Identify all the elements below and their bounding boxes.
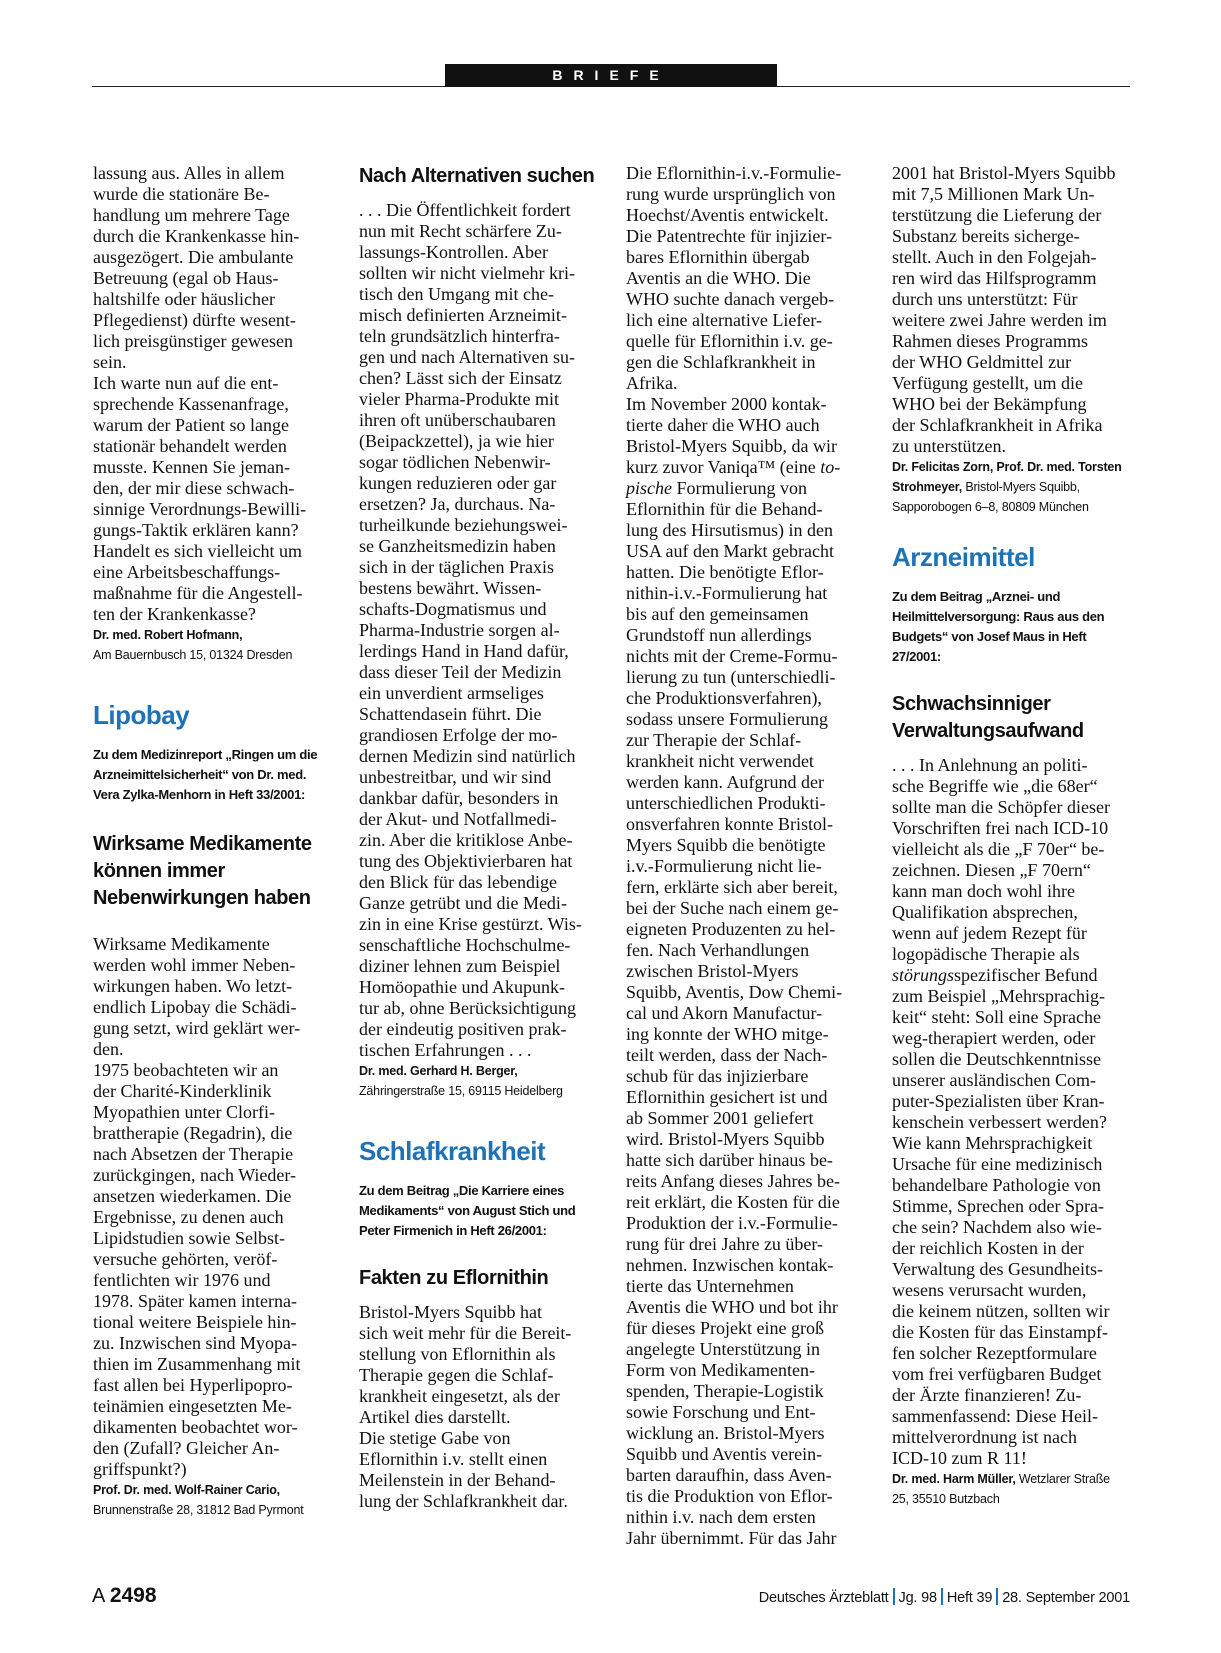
letter-text: . . . In Anlehnung an politi- sche Begriffe wie „die 68er“ sollte man die Schöpfer dieser Vorschriften frei nach ICD-10 vielleicht als die „F 70er“ be- zeichnen. Diesen „F 70ern“ kann man doch wohl ihre Qualifikation absprechen, wenn auf jedem Rezept für logopädische Therapie als störungsspezifischer Befund zum Beispiel „Mehrsprachig- keit“ steht: Soll eine Sprache weg-therapiert werden, oder sollen die Deutschkenntnisse unserer ausländischen Com- puter-Spezialisten über Kran- kenschein verbessert werden? Wie kann Mehrsprachigkeit Ursache für eine medizinisch behandelbare Pathologie von Stimme, Sprechen oder Spra- che sein? Nachdem also wie- der reichlich Kosten in der Verwaltung des Gesundheits- wesens verursacht wurden, die keinem nützen, sollten wir die Kosten für das Einstampf- fen solcher Rezeptformulare vom frei verfügbaren Budget der Ärzte finanzieren! Zu- sammenfassend: Diese Heil- mittelverordnung ist nach ICD-10 zum R 11! [892, 755, 1110, 1468]
article-reference: Zu dem Medizinreport „Ringen um die Arzneimittelsicherheit“ von Dr. med. Vera Zylka-Menhorn in Heft 33/2001: [93, 747, 318, 802]
letter-text: . . . Die Öffentlichkeit fordert nun mit Recht schärfere Zu- lassungs-Kontrollen. Aber sollten wir nicht vielmehr kri- tisch den Umgang mit che- misch definierten Arzneimit- teln grundsätzlich hinterfra- gen und nach Alternativen su- chen? Lässt sich der Einsatz vieler Pharma-Produkte mit ihren oft unüberschaubaren (Beipackzettel), ja wie hier sogar tödlichen Nebenwir- kungen reduzieren oder gar ersetzen? Ja, durchaus. Na- turheilkunde beziehungswei- se Ganzheitsmedizin haben sich in der täglichen Praxis bestens bewährt. Wissen- schafts-Dogmatismus und Pharma-Industrie sorgen al- lerdings Hand in Hand dafür, dass dieser Teil der Medizin ein unverdient armseliges Schattendasein führt. Die grandiosen Erfolge der mo- dernen Medizin sind natürlich unbestreitbar, und wir sind dankbar dafür, besonders in der Akut- und Notfallmedi- zin. Aber die kritiklose Anbe- tung des Objektivierbaren hat den Blick für das lebendige Ganze getrübt und die Medi- zin in eine Krise gestürzt. Wis- senschaftliche Hochschulme- diziner lehnen zum Beispiel Homöopathie und Akupunk- tur ab, ohne Berücksichtigung der eindeutig positiven prak- tischen Erfahrungen . . . [359, 200, 582, 1060]
letter-text: Die Eflornithin-i.v.-Formulie- rung wurde ursprünglich von Hoechst/Aventis entwickelt. Die Patentrechte für injizier- bares Eflornithin übergab Aventis an die WHO. Die WHO suchte danach vergeb- lich eine alternative Liefer- quelle für Eflornithin i.v. ge- gen die Schlafkrankheit in Afrika. [626, 163, 842, 393]
letter-text: Bristol-Myers Squibb hat sich weit mehr für die Bereit- stellung von Eflornithin als Therapie gegen die Schlaf- krankheit eingesetzt, als der Artikel dies darstellt. [359, 1302, 572, 1427]
letter-headline: Wirksame Medikamente können immer Nebenwirkungen haben [93, 833, 312, 909]
signature-address: Am Bauernbusch 15, 01324 Dresden [93, 648, 293, 662]
signature-name: Dr. med. Robert Hofmann, [93, 628, 243, 642]
column-1 [93, 163, 329, 1520]
column-4 [892, 163, 1128, 1509]
section-title: Schlafkrankheit [359, 1136, 546, 1166]
letter-text: 2001 hat Bristol-Myers Squibb mit 7,5 Millionen Mark Un- terstützung die Lieferung der Substanz bereits sicherge- stellt. Auch in den Folgejah- ren wird das Hilfsprogramm durch uns unterstützt: Für weitere zwei Jahre werden im Rahmen dieses Programms der WHO Geldmittel zur Verfügung gestellt, um die WHO bei der Bekämpfung der Schlafkrankheit in Afrika zu unterstützen. [892, 163, 1116, 456]
journal-volume: Jg. 98 [898, 1590, 937, 1606]
letter-text: Im November 2000 kontak- tierte daher die WHO auch Bristol-Myers Squibb, da wir kurz zuvor Vaniqa™ (eine to- pische Formulierung von Eflornithin für die Behand- lung des Hirsutismus) in den USA auf den Markt gebracht hatten. Die benötigte Eflor- nithin-i.v.-Formulierung hat bis auf den gemeinsamen Grundstoff nun allerdings nichts mit der Creme-Formu- lierung zu tun (unterschiedli- che Produktionsverfahren), sodass unsere Formulierung zur Therapie der Schlaf- krankheit nicht verwendet werden kann. Aufgrund der unterschiedlichen Produkti- onsverfahren konnte Bristol- Myers Squibb die benötigte i.v.-Formulierung nicht lie- fern, erklärte sich aber bereit, bei der Suche nach einem ge- eigneten Produzenten zu hel- fen. Nach Verhandlungen zwischen Bristol-Myers Squibb, Aventis, Dow Chemi- cal und Akorn Manufactur- ing konnte der WHO mitge- teilt werden, dass der Nach- schub für das injizierbare Eflornithin gesichert ist und ab Sommer 2001 geliefert wird. Bristol-Myers Squibb hatte sich darüber hinaus be- reits Anfang dieses Jahres be- reit erklärt, die Kosten für die Produktion der i.v.-Formulie- rung für drei Jahre zu über- nehmen. Inzwischen kontak- tierte das Unternehmen Aventis die WHO und bot ihr für dieses Projekt eine groß angelegte Unterstützung in Form von Medikamenten- spenden, Therapie-Logistik sowie Forschung und Ent- wicklung an. Bristol-Myers Squibb und Aventis verein- barten daraufhin, dass Aven- tis die Produktion von Eflor- nithin i.v. nach dem ersten Jahr übernimmt. Für das Jahr [626, 394, 843, 1548]
section-title: Arzneimittel [892, 542, 1035, 572]
page-number: A 2498 [92, 1584, 157, 1607]
journal-footer [759, 1588, 1130, 1606]
column-2 [359, 163, 595, 1512]
article-reference: Zu dem Beitrag „Arznei- und Heilmittelversorgung: Raus aus den Budgets“ von Josef Maus in Heft 27/2001: [892, 589, 1105, 664]
journal-date: 28. September 2001 [1002, 1590, 1130, 1606]
signature-name: Dr. med. Gerhard H. Berger, [359, 1064, 518, 1078]
footer-separator [893, 1588, 895, 1605]
signature-address: Brunnenstraße 28, 31812 Bad Pyrmont [93, 1503, 304, 1517]
footer-separator [996, 1588, 998, 1605]
journal-issue: Heft 39 [946, 1590, 993, 1606]
section-banner: BRIEFE [445, 64, 777, 87]
footer-separator [941, 1588, 943, 1605]
column-3 [626, 163, 862, 1549]
letter-headline: Fakten zu Eflornithin [359, 1267, 549, 1289]
letter-text: Ich warte nun auf die ent- sprechende Kassenanfrage, warum der Patient so lange stationär behandelt werden musste. Kennen Sie jeman- den, der mir diese schwach- sinnige Verordnungs-Bewilli- gungs-Taktik erklären kann? Handelt es sich vielleicht um eine Arbeitsbeschaffungs- maßnahme für die Angestell- ten der Krankenkasse? [93, 373, 307, 624]
letter-text: Wirksame Medikamente werden wohl immer Neben- wirkungen haben. Wo letzt- endlich Lipobay die Schädi- gung setzt, wird geklärt wer- den. [93, 934, 301, 1059]
signature-address: Zähringerstraße 15, 69115 Heidelberg [359, 1084, 563, 1098]
journal-name: Deutsches Ärzteblatt [758, 1590, 889, 1606]
letter-text: Die stetige Gabe von Eflornithin i.v. stellt einen Meilenstein in der Behand- lung der Schlafkrankheit dar. [359, 1428, 568, 1511]
letter-text: lassung aus. Alles in allem wurde die stationäre Be- handlung um mehrere Tage durch die Krankenkasse hin- ausgezögert. Die ambulante Betreuung (egal ob Haus- haltshilfe oder häuslicher Pflegedienst) dürfte wesent- lich preisgünstiger gewesen sein. [93, 163, 300, 372]
letter-headline: Schwachsinniger Verwaltungsaufwand [892, 693, 1084, 742]
signature: Dr. Felicitas Zorn, Prof. Dr. med. Torsten Strohmeyer, Bristol-Myers Squibb, Sapporobogen 6–8, 80809 München [892, 460, 1122, 514]
section-title: Lipobay [93, 700, 190, 730]
signature-name: Prof. Dr. med. Wolf-Rainer Cario, [93, 1483, 280, 1497]
article-reference: Zu dem Beitrag „Die Karriere eines Medikaments“ von August Stich und Peter Firmenich in Heft 26/2001: [359, 1183, 576, 1238]
signature: Dr. med. Harm Müller, Wetzlarer Straße 25, 35510 Butzbach [892, 1472, 1110, 1506]
letter-text: 1975 beobachteten wir an der Charité-Kinderklinik Myopathien unter Clorfi- brattherapie (Regadrin), die nach Absetzen der Therapie zurückgingen, nach Wieder- ansetzen wiederkamen. Die Ergebnisse, zu denen auch Lipidstudien sowie Selbst- versuche gehörten, veröf- fentlichten wir 1976 und 1978. Später kamen interna- tional weitere Beispiele hin- zu. Inzwischen sind Myopa- thien im Zusammenhang mit fast allen bei Hyperlipopro- teinämien eingesetzten Me- dikamenten beobachtet wor- den (Zufall? Gleicher An- griffspunkt?) [93, 1060, 301, 1479]
letter-headline: Nach Alternativen suchen [359, 165, 595, 187]
